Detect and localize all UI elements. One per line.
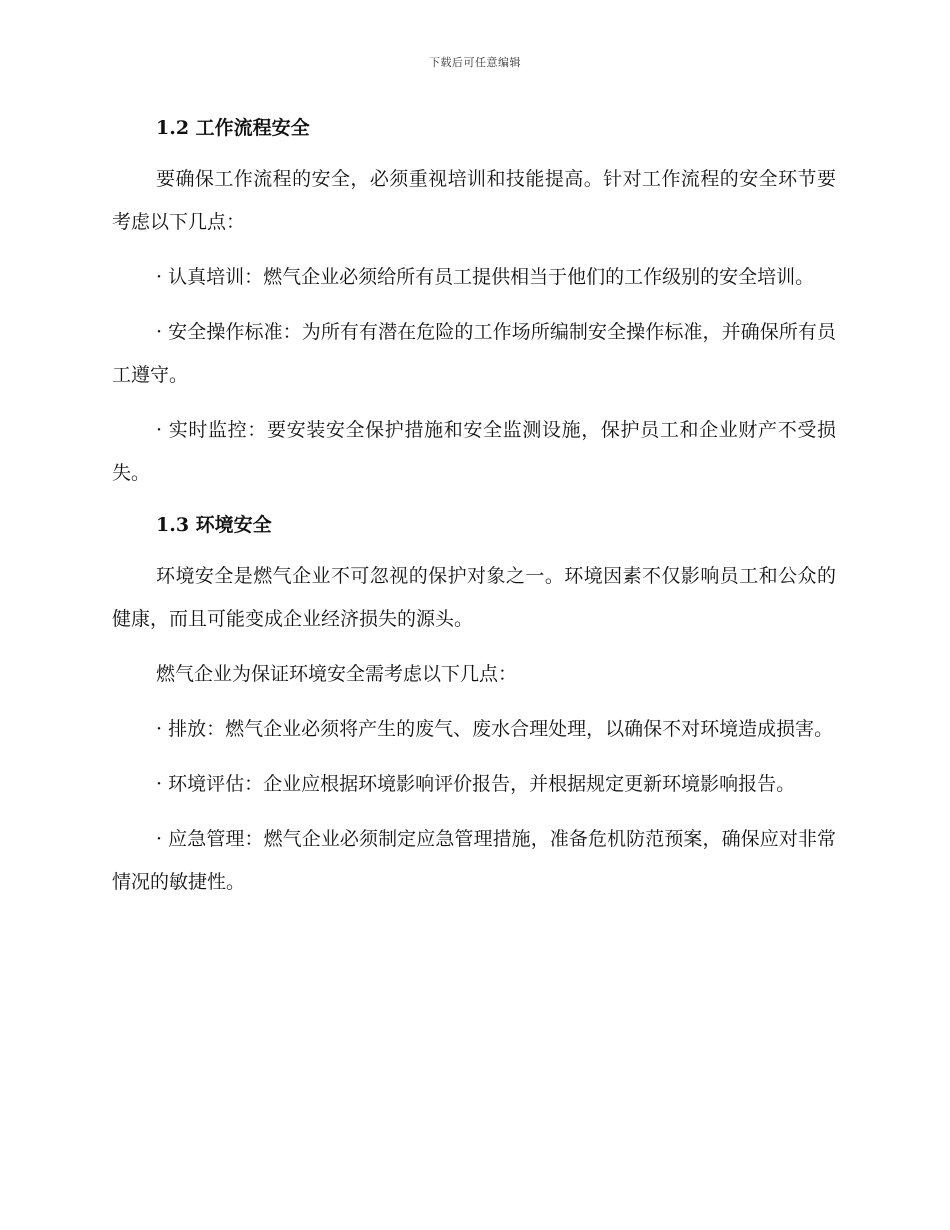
- paragraph: 燃气企业为保证环境安全需考虑以下几点：: [156, 663, 518, 685]
- document-body: [112, 108, 836, 904]
- bullet-paragraph: · 应急管理：燃气企业必须制定应急管理措施，准备危机防范预案，确保应对非常情况的敏捷性。: [112, 828, 836, 893]
- bullet-paragraph: · 排放：燃气企业必须将产生的废气、废水合理处理，以确保不对环境造成损害。: [156, 718, 834, 740]
- section-heading-workflow: 1.2 工作流程安全: [156, 117, 310, 139]
- bullet-paragraph: · 环境评估：企业应根据环境影响评价报告，并根据规定更新环境影响报告。: [156, 773, 796, 795]
- page-header-note: 下载后可任意编辑: [429, 56, 521, 69]
- bullet-paragraph: · 实时监控：要安装安全保护措施和安全监测设施，保护员工和企业财产不受损失。: [112, 419, 836, 484]
- paragraph: 要确保工作流程的安全，必须重视培训和技能提高。针对工作流程的安全环节要考虑以下几点：: [112, 168, 836, 233]
- paragraph: 环境安全是燃气企业不可忽视的保护对象之一。环境因素不仅影响员工和公众的健康，而且可能变成企业经济损失的源头。: [112, 565, 836, 630]
- section-heading-environment: 1.3 环境安全: [156, 514, 272, 536]
- bullet-paragraph: · 认真培训：燃气企业必须给所有员工提供相当于他们的工作级别的安全培训。: [156, 266, 815, 288]
- bullet-paragraph: · 安全操作标准：为所有有潜在危险的工作场所编制安全操作标准，并确保所有员工遵守。: [112, 321, 836, 386]
